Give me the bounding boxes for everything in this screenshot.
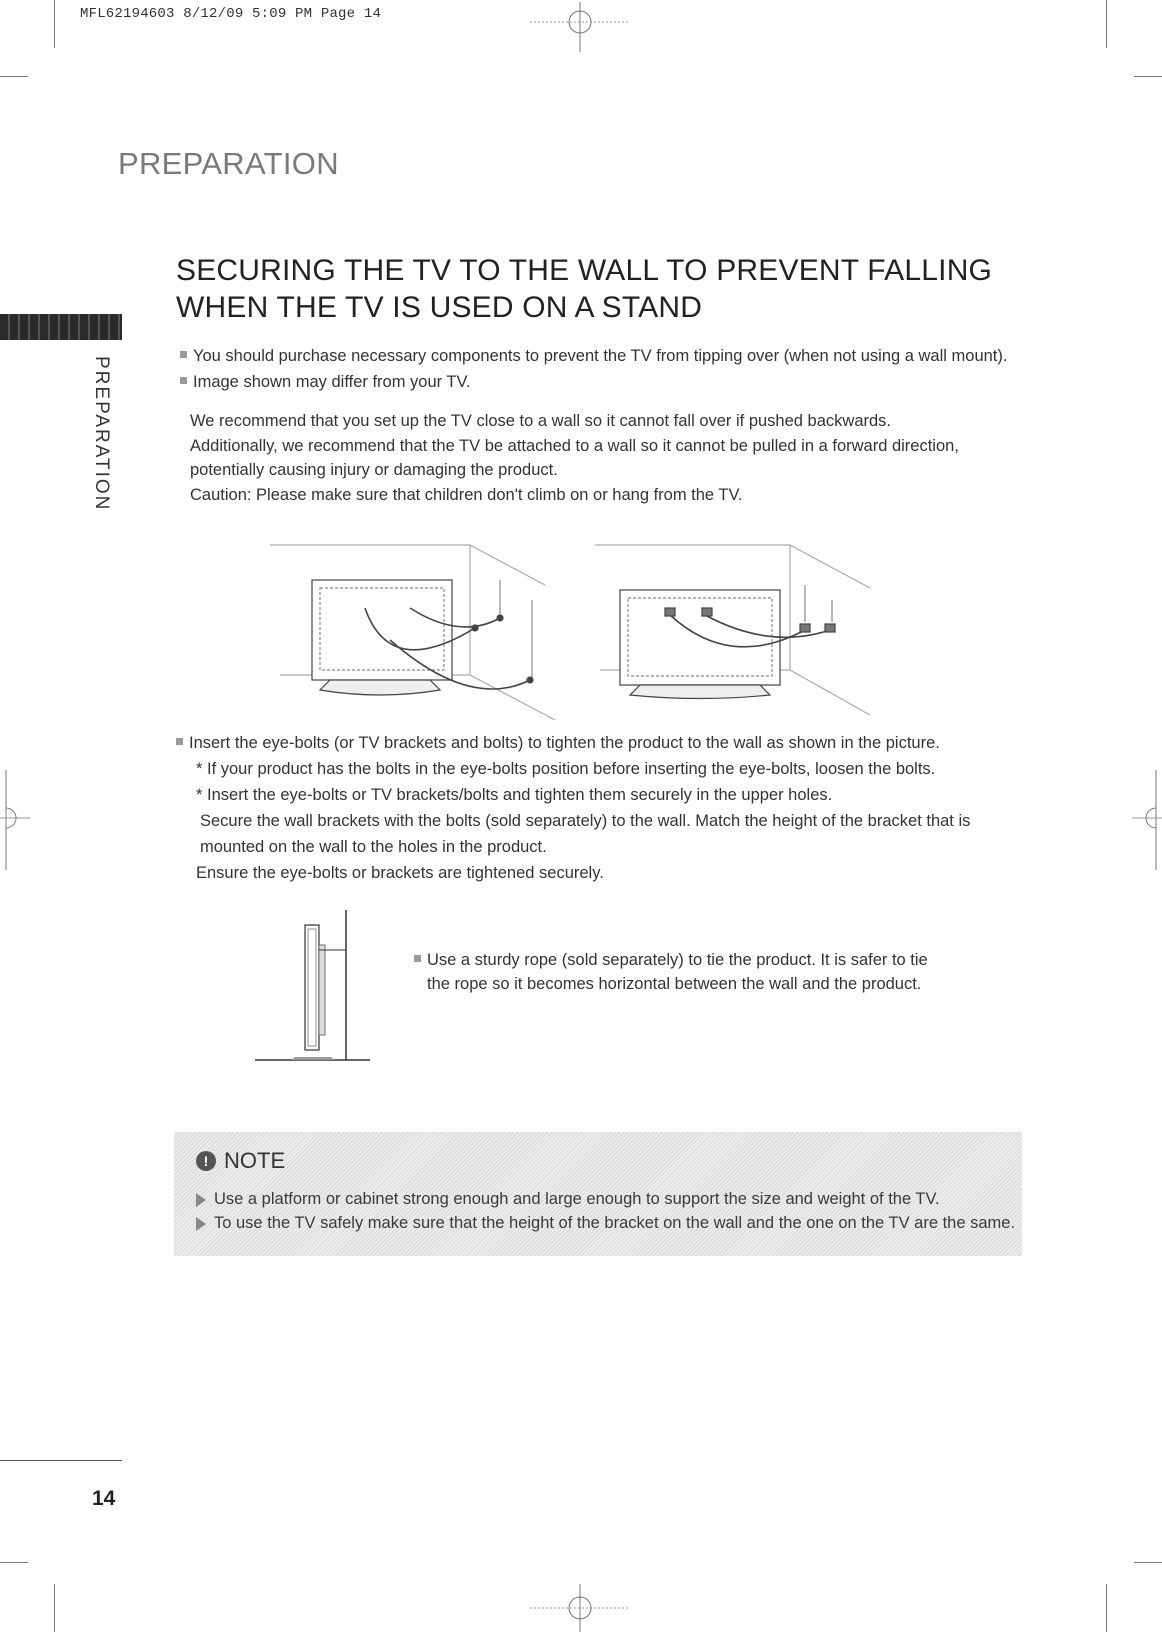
crop-mark [1134,1562,1162,1563]
crop-mark [0,76,28,77]
crop-mark [0,1562,28,1563]
recommend-paragraph: We recommend that you set up the TV close to a wall so it cannot fall over if pushed backwards. [190,412,892,430]
heading-line-2: WHEN THE TV IS USED ON A STAND [176,291,703,324]
tv-side-view-illustration [255,905,375,1065]
list-item: Image shown may differ from your TV. [180,369,1007,395]
page-number-rule [0,1460,122,1461]
square-bullet-icon [180,377,187,384]
crop-mark [54,0,55,48]
exclamation-icon: ! [196,1151,216,1171]
note-item: Use a platform or cabinet strong enough and large enough to support the size and weight of the TV. [196,1190,940,1209]
rope-instruction [414,948,954,996]
list-item: You should purchase necessary components to prevent the TV from tipping over (when not using a wall mount). [180,343,1007,369]
eye-bolt-diagram [270,545,555,720]
crop-mark [1106,0,1107,48]
installation-steps [176,730,1016,886]
list-item: Use a sturdy rope (sold separately) to tie the product. It is safer to tie [414,948,954,972]
registration-mark-bottom [530,1584,630,1632]
crop-mark [1106,1584,1107,1632]
list-item: * Insert the eye-bolts or TV brackets/bolts and tighten them securely in the upper holes. [196,786,833,804]
page-number: 14 [92,1487,116,1510]
list-item: * If your product has the bolts in the eye-bolts position before inserting the eye-bolts, loosen the bolts. [196,760,936,778]
section-title: PREPARATION [118,146,339,181]
bracket-diagram [595,545,870,715]
side-tab-bar [0,314,122,340]
caution-paragraph: Caution: Please make sure that children don't climb on or hang from the TV. [190,486,743,504]
note-item: To use the TV safely make sure that the height of the bracket on the wall and the one on the TV are the same. [196,1214,1015,1233]
registration-mark-left [0,770,30,870]
list-item: Insert the eye-bolts (or TV brackets and bolts) to tighten the product to the wall as shown in the picture. [176,730,1016,756]
arrow-right-icon [196,1193,206,1207]
list-item: Secure the wall brackets with the bolts (sold separately) to the wall. Match the height of the bracket that is [200,812,971,830]
note-title: ! NOTE [196,1148,285,1174]
square-bullet-icon [176,738,183,745]
heading-line-1: SECURING THE TV TO THE WALL TO PREVENT FALLING [176,254,993,287]
crop-mark [54,1584,55,1632]
additionally-paragraph-cont: potentially causing injury or damaging the product. [190,461,558,479]
additionally-paragraph: Additionally, we recommend that the TV be attached to a wall so it cannot be pulled in a forward direction, [190,437,959,455]
tv-wall-anchor-illustration [270,540,910,720]
page-heading [176,252,992,326]
square-bullet-icon [180,351,187,358]
side-tab-label: PREPARATION [91,356,112,512]
intro-bullets [180,343,1007,395]
square-bullet-icon [414,955,421,962]
registration-mark-right [1132,770,1162,870]
list-item: mounted on the wall to the holes in the product. [200,838,547,856]
print-header: MFL62194603 8/12/09 5:09 PM Page 14 [80,6,382,22]
registration-mark-top [530,2,630,52]
crop-mark [1134,76,1162,77]
arrow-right-icon [196,1217,206,1231]
list-item: Ensure the eye-bolts or brackets are tightened securely. [196,864,604,882]
list-item: the rope so it becomes horizontal between the wall and the product. [427,975,922,993]
